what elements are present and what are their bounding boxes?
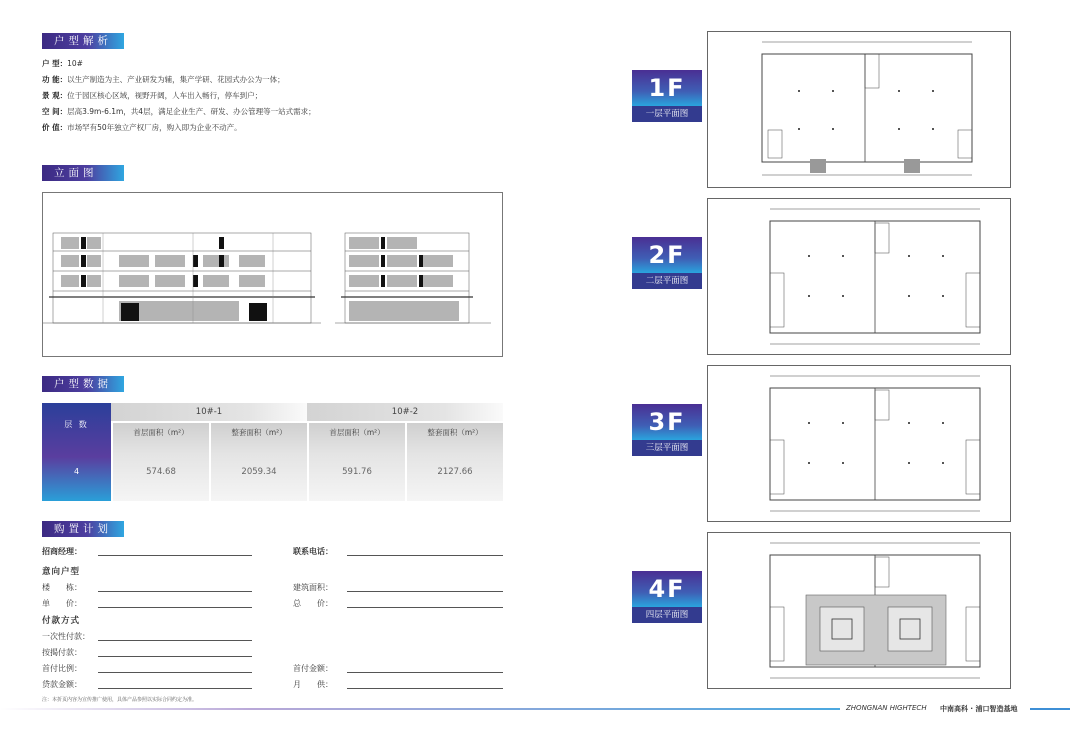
form-installment-line[interactable] [98, 656, 252, 657]
section-header-analysis: 户型解析 [42, 33, 124, 49]
info-space: 空 间：层高3.9m-6.1m，共4层，满足企业生产、研发、办公管理等一站式需求； [42, 107, 316, 116]
table-cell-value: 591.76 [342, 467, 372, 477]
form-monthly-line[interactable] [347, 688, 503, 689]
table-column [113, 423, 209, 501]
floor-plan-3f-drawing [708, 366, 1010, 521]
table-cell-value: 574.68 [146, 467, 176, 477]
floor-tag-4f [632, 571, 702, 627]
form-area-line[interactable] [347, 591, 503, 592]
table-column [309, 423, 405, 501]
form-area: 建筑面积： [293, 582, 503, 593]
form-installment: 按揭付款： [42, 647, 252, 658]
form-down-ratio: 首付比例： [42, 663, 252, 674]
form-down-amount-line[interactable] [347, 672, 503, 673]
form-unit-price-line[interactable] [98, 607, 252, 608]
info-landscape: 景 观：位于园区核心区域，视野开阔，人车出入畅行，停车到户； [42, 91, 263, 100]
floor-tag-number: 3F [632, 404, 702, 440]
unit-data-table [42, 403, 503, 501]
form-phone: 联系电话： [293, 546, 503, 557]
floor-tag-label: 一层平面图 [632, 106, 702, 122]
floor-plan-1f-drawing [708, 32, 1010, 187]
table-layer-value: 4 [73, 467, 80, 476]
info-type: 户 型：10# [42, 59, 83, 68]
table-column-header: 整套面积（m²） [427, 428, 483, 437]
floor-plan-4f [707, 532, 1011, 689]
floor-tag-number: 2F [632, 237, 702, 273]
floor-tag-number: 1F [632, 70, 702, 106]
form-total-price: 总 价： [293, 598, 503, 609]
floor-plan-2f [707, 198, 1011, 355]
table-column [407, 423, 503, 501]
floor-tag-1f [632, 70, 702, 126]
form-phone-line[interactable] [347, 555, 503, 556]
floor-plan-4f-drawing [708, 533, 1010, 688]
floor-plan-2f-drawing [708, 199, 1010, 354]
table-group-10-1: 10#-1 [111, 403, 307, 421]
table-column [211, 423, 307, 501]
table-layer-cell [42, 403, 111, 501]
floor-tag-2f [632, 237, 702, 293]
form-manager-line[interactable] [98, 555, 252, 556]
section-header-data: 户型数据 [42, 376, 124, 392]
floor-tag-label: 三层平面图 [632, 440, 702, 456]
table-column-header: 整套面积（m²） [231, 428, 287, 437]
table-layer-label: 层 数 [64, 420, 89, 429]
table-group-10-2: 10#-2 [307, 403, 503, 421]
floor-plan-3f [707, 365, 1011, 522]
form-down-ratio-line[interactable] [98, 672, 252, 673]
form-manager: 招商经理： [42, 546, 252, 557]
floor-plan-1f [707, 31, 1011, 188]
form-monthly: 月 供： [293, 679, 503, 690]
form-building-line[interactable] [98, 591, 252, 592]
form-loan-amount: 贷款金额： [42, 679, 252, 690]
elevation-drawing [42, 192, 503, 357]
table-column-header: 首层面积（m²） [329, 428, 385, 437]
form-payment-title: 付款方式 [42, 616, 81, 626]
form-lump-sum-line[interactable] [98, 640, 252, 641]
footer-line-left [0, 708, 840, 710]
info-function: 功 能：以生产制造为主、产业研发为辅，集产学研、花园式办公为一体； [42, 75, 285, 84]
footer-brand-en: ZHONGNAN HIGHTECH [846, 704, 927, 712]
floor-tag-label: 二层平面图 [632, 273, 702, 289]
table-column-header: 首层面积（m²） [133, 428, 189, 437]
form-down-amount: 首付金额： [293, 663, 503, 674]
table-cell-value: 2059.34 [241, 467, 277, 477]
info-value: 价 值：市场罕有50年独立产权厂房，购入即为企业不动产。 [42, 123, 242, 132]
form-total-price-line[interactable] [347, 607, 503, 608]
floor-tag-3f [632, 404, 702, 460]
form-building: 楼 栋： [42, 582, 252, 593]
footer-line-right [1030, 708, 1070, 710]
section-header-plan: 购置计划 [42, 521, 124, 537]
footer-brand-cn: 中南高科 · 浦口智造基地 [940, 705, 1018, 713]
table-cell-value: 2127.66 [437, 467, 473, 477]
form-intent-title: 意向户型 [42, 567, 81, 577]
floor-tag-label: 四层平面图 [632, 607, 702, 623]
floor-tag-number: 4F [632, 571, 702, 607]
section-header-elevation: 立面图 [42, 165, 124, 181]
form-lump-sum: 一次性付款： [42, 631, 252, 642]
form-loan-amount-line[interactable] [98, 688, 252, 689]
elevation-illustration [43, 193, 502, 356]
form-unit-price: 单 价： [42, 598, 252, 609]
disclaimer-note: 注：本折页内容为宣传推广使用，具体产品参照以实际合同约定为准。 [42, 697, 198, 703]
